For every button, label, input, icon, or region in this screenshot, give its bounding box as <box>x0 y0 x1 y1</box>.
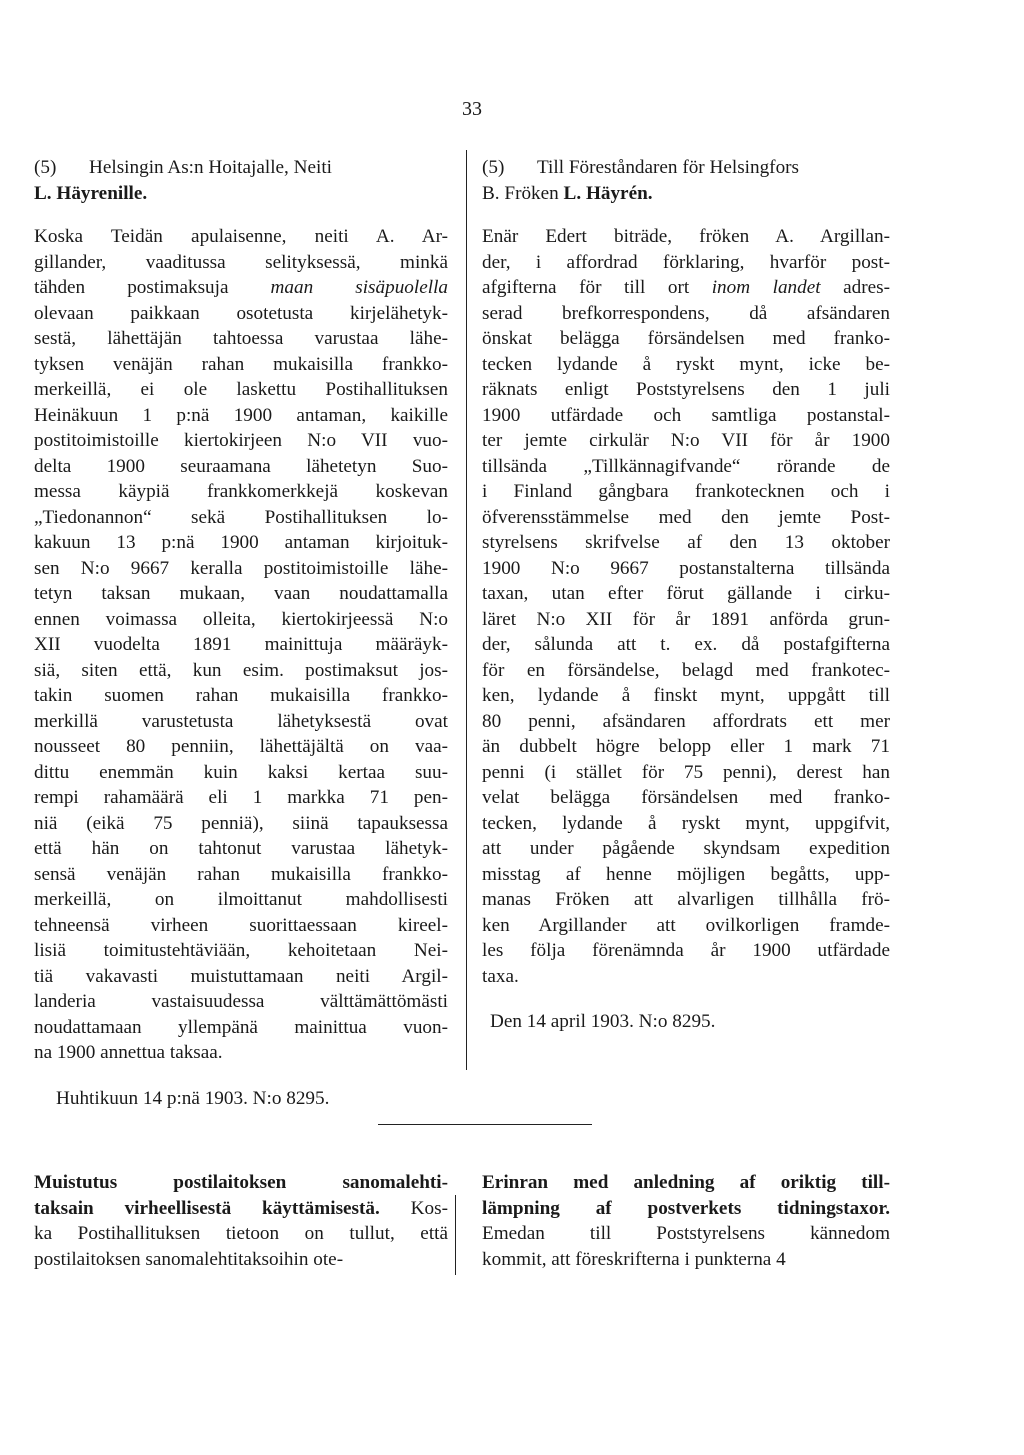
swedish-body-line: ken Argillander att ovilkorligen framde- <box>482 914 890 936</box>
finnish-body-line: „Tiedonannon“ sekä Postihallituksen lo- <box>34 506 448 528</box>
finnish-body-line: sestä, lähettäjän tahtoessa varustaa lähe- <box>34 328 448 349</box>
swedish-heading-line1 <box>482 155 890 181</box>
finnish-body-line: landeria vastaisuudessa välttämättömästi <box>34 991 448 1012</box>
swedish-date-line: Den 14 april 1903. N:o 8295. <box>490 1011 716 1032</box>
finnish-body-line: messa käypiä frankkomerkkejä koskevan <box>34 481 448 502</box>
finnish-body-line: sen N:o 9667 keralla postitoimistoille lähe- <box>34 557 448 579</box>
finnish-body-line: lisiä toimitustehtäviään, kehoitetaan Nei- <box>34 940 448 961</box>
finnish-section2 <box>34 1170 448 1272</box>
section2-divider <box>455 1195 456 1275</box>
finnish-body-line: XII vuodelta 1891 mainittuja määräyk- <box>34 634 448 655</box>
finnish-body-line: delta 1900 seuraamana lähetetyn Suo- <box>34 455 448 477</box>
finnish-body-line: tiä vakavasti muistuttamaan neiti Argil- <box>34 965 448 987</box>
finnish-section2-line: taksain virheellisestä käyttämisestä. Kos- <box>34 1197 448 1219</box>
swedish-body <box>482 224 890 989</box>
finnish-addressee: Helsingin As:n Hoitajalle, Neiti <box>89 157 333 178</box>
swedish-section2-line: Emedan till Poststyrelsens kännedom <box>482 1223 890 1244</box>
finnish-section2-line: ka Postihallituksen tietoon on tullut, että <box>34 1223 448 1244</box>
finnish-body-line: gillander, vaaditussa selityksessä, minkä <box>34 251 448 273</box>
swedish-body-line: styrelsens skrifvelse af den 13 oktober <box>482 532 890 553</box>
swedish-body-line: der, sålunda att t. ex. då postafgifterna <box>482 634 890 655</box>
swedish-body-line: önskat belägga försändelsen med franko- <box>482 328 890 349</box>
swedish-heading-name: L. Häyrén. <box>563 182 653 204</box>
swedish-body-line: ken, lydande å finskt mynt, uppgått till <box>482 685 890 706</box>
finnish-body-line: Koska Teidän apulaisenne, neiti A. Ar- <box>34 226 448 247</box>
swedish-addressee: Till Föreståndaren för Helsingfors <box>537 157 800 178</box>
finnish-section2-line: Muistutus postilaitoksen sanomalehti- <box>34 1172 448 1193</box>
swedish-body-line: tecken lydande å ryskt mynt, icke be- <box>482 353 890 375</box>
finnish-body-line: na 1900 annettua taksaa. <box>34 1042 223 1063</box>
page-number: 33 <box>462 98 482 120</box>
swedish-body-line: räknats enligt Poststyrelsens den 1 juli <box>482 379 890 400</box>
swedish-body-line: afgifterna för till ort inom landet adres- <box>482 277 891 298</box>
finnish-body-line: merkillä varustetusta lähetyksestä ovat <box>34 710 448 732</box>
finnish-body-line: siä, siten että, kun esim. postimaksut jos- <box>34 659 448 681</box>
finnish-body-line: tähden postimaksuja maan sisäpuolella <box>34 277 448 298</box>
finnish-body-line: niä (eikä 75 penniä), siinä tapauksessa <box>34 812 448 834</box>
swedish-heading-line2 <box>482 181 890 207</box>
finnish-section2-line: postilaitoksen sanomalehtitaksoihin ote- <box>34 1248 344 1270</box>
swedish-section2-line: lämpning af postverkets tidningstaxor. <box>482 1197 890 1219</box>
swedish-body-line: serad brefkorrespondens, då afsändaren <box>482 302 890 324</box>
finnish-column <box>34 155 448 1111</box>
swedish-body-line: 1900 utfärdade och samtliga postanstal- <box>482 404 890 426</box>
swedish-heading-title: B. Fröken <box>482 182 559 204</box>
swedish-section2-line: Erinran med anledning af oriktig till- <box>482 1172 890 1193</box>
swedish-body-line: taxa. <box>482 965 519 987</box>
finnish-body <box>34 224 448 1066</box>
finnish-body-line: olevaan paikkaan osotetusta kirjelähetyk- <box>34 302 448 324</box>
finnish-body-line: tetyn taksan mukaan, vaan noudattamalla <box>34 583 448 604</box>
swedish-body-line: 1900 N:o 9667 postanstalterna tillsända <box>482 557 890 579</box>
finnish-body-line: kakuun 13 p:nä 1900 antaman kirjoituk- <box>34 532 448 553</box>
swedish-body-line: der, i affordrad förklaring, hvarför post- <box>482 251 890 273</box>
finnish-item-number: (5) <box>34 157 57 178</box>
swedish-body-line: manas Fröken att alvarligen tillhålla frö- <box>482 889 890 910</box>
finnish-body-line: merkeillä, on ilmoittanut mahdollisesti <box>34 889 448 910</box>
finnish-body-line: nousseet 80 penniin, lähettäjältä on vaa- <box>34 736 448 757</box>
finnish-body-line: rempi rahamäärä eli 1 markka 71 pen- <box>34 787 448 808</box>
swedish-body-line: tillsända „Tillkännagifvande“ rörande de <box>482 455 890 477</box>
swedish-body-line: öfverensstämmelse med den jemte Post- <box>482 506 890 528</box>
emphasis: inom landet <box>711 277 821 298</box>
swedish-section2-line: kommit, att föreskrifterna i punkterna 4 <box>482 1248 786 1270</box>
finnish-body-line: tehneensä virheen suorittaessaan kireel- <box>34 914 448 936</box>
swedish-body-line: taxan, utan efter förut gällande i cirku- <box>482 583 890 604</box>
finnish-body-line: noudattamaan yllempänä mainittua vuon- <box>34 1016 448 1038</box>
swedish-body-line: 80 penni, afsändaren affordrats ett mer <box>482 710 890 732</box>
finnish-body-line: että hän on tahtonut varustaa lähetyk- <box>34 838 448 859</box>
finnish-body-line: Heinäkuun 1 p:nä 1900 antaman, kaikille <box>34 404 448 426</box>
swedish-body-line: Enär Edert biträde, fröken A. Argillan- <box>482 226 890 247</box>
finnish-body-line: tyksen venäjän rahan mukaisilla frankko- <box>34 353 448 375</box>
finnish-body-line: ennen voimassa olleita, kiertokirjeessä N:o <box>34 608 448 630</box>
finnish-body-line: takin suomen rahan mukaisilla frankko- <box>34 685 448 706</box>
swedish-body-line: tecken, lydande å ryskt mynt, uppgifvit, <box>482 812 890 834</box>
swedish-body-line: velat belägga försändelsen med franko- <box>482 787 890 808</box>
swedish-body-line: les följa förenämnda år 1900 utfärdade <box>482 940 890 961</box>
finnish-heading-line2: L. Häyrenille. <box>34 182 148 204</box>
emphasis: maan sisäpuolella <box>270 277 448 298</box>
finnish-body-line: postitoimistoille kiertokirjeen N:o VII vuo- <box>34 430 448 451</box>
swedish-body-line: läret N:o XII för år 1891 anförda grun- <box>482 608 890 630</box>
finnish-date-line: Huhtikuun 14 p:nä 1903. N:o 8295. <box>56 1087 330 1109</box>
swedish-body-line: i Finland gångbara frankotecknen och i <box>482 481 890 502</box>
finnish-body-line: sensä venäjän rahan mukaisilla frankko- <box>34 863 448 885</box>
swedish-body-line: att under pågående skyndsam expedition <box>482 838 890 859</box>
swedish-body-line: misstag af henne möjligen begåtts, upp- <box>482 863 890 885</box>
swedish-body-line: än dubbelt högre belopp eller 1 mark 71 <box>482 736 890 757</box>
finnish-heading-line1 <box>34 155 448 181</box>
swedish-section2 <box>482 1170 890 1272</box>
finnish-body-line: dittu enemmän kuin kaksi kertaa suu- <box>34 761 448 783</box>
finnish-section2-heading-end: taksain virheellisestä käyttämisestä. <box>34 1197 380 1219</box>
section-separator <box>378 1124 592 1125</box>
column-divider <box>466 150 467 1070</box>
swedish-body-line: för en försändelse, belagd med frankotec- <box>482 659 890 681</box>
swedish-body-line: penni (i stället för 75 penni), derest han <box>482 761 890 783</box>
swedish-body-line: ter jemte cirkulär N:o VII för år 1900 <box>482 430 890 451</box>
swedish-item-number: (5) <box>482 157 505 178</box>
swedish-column <box>482 155 890 1035</box>
finnish-body-line: merkeillä, ei ole laskettu Postihallituksen <box>34 379 448 400</box>
